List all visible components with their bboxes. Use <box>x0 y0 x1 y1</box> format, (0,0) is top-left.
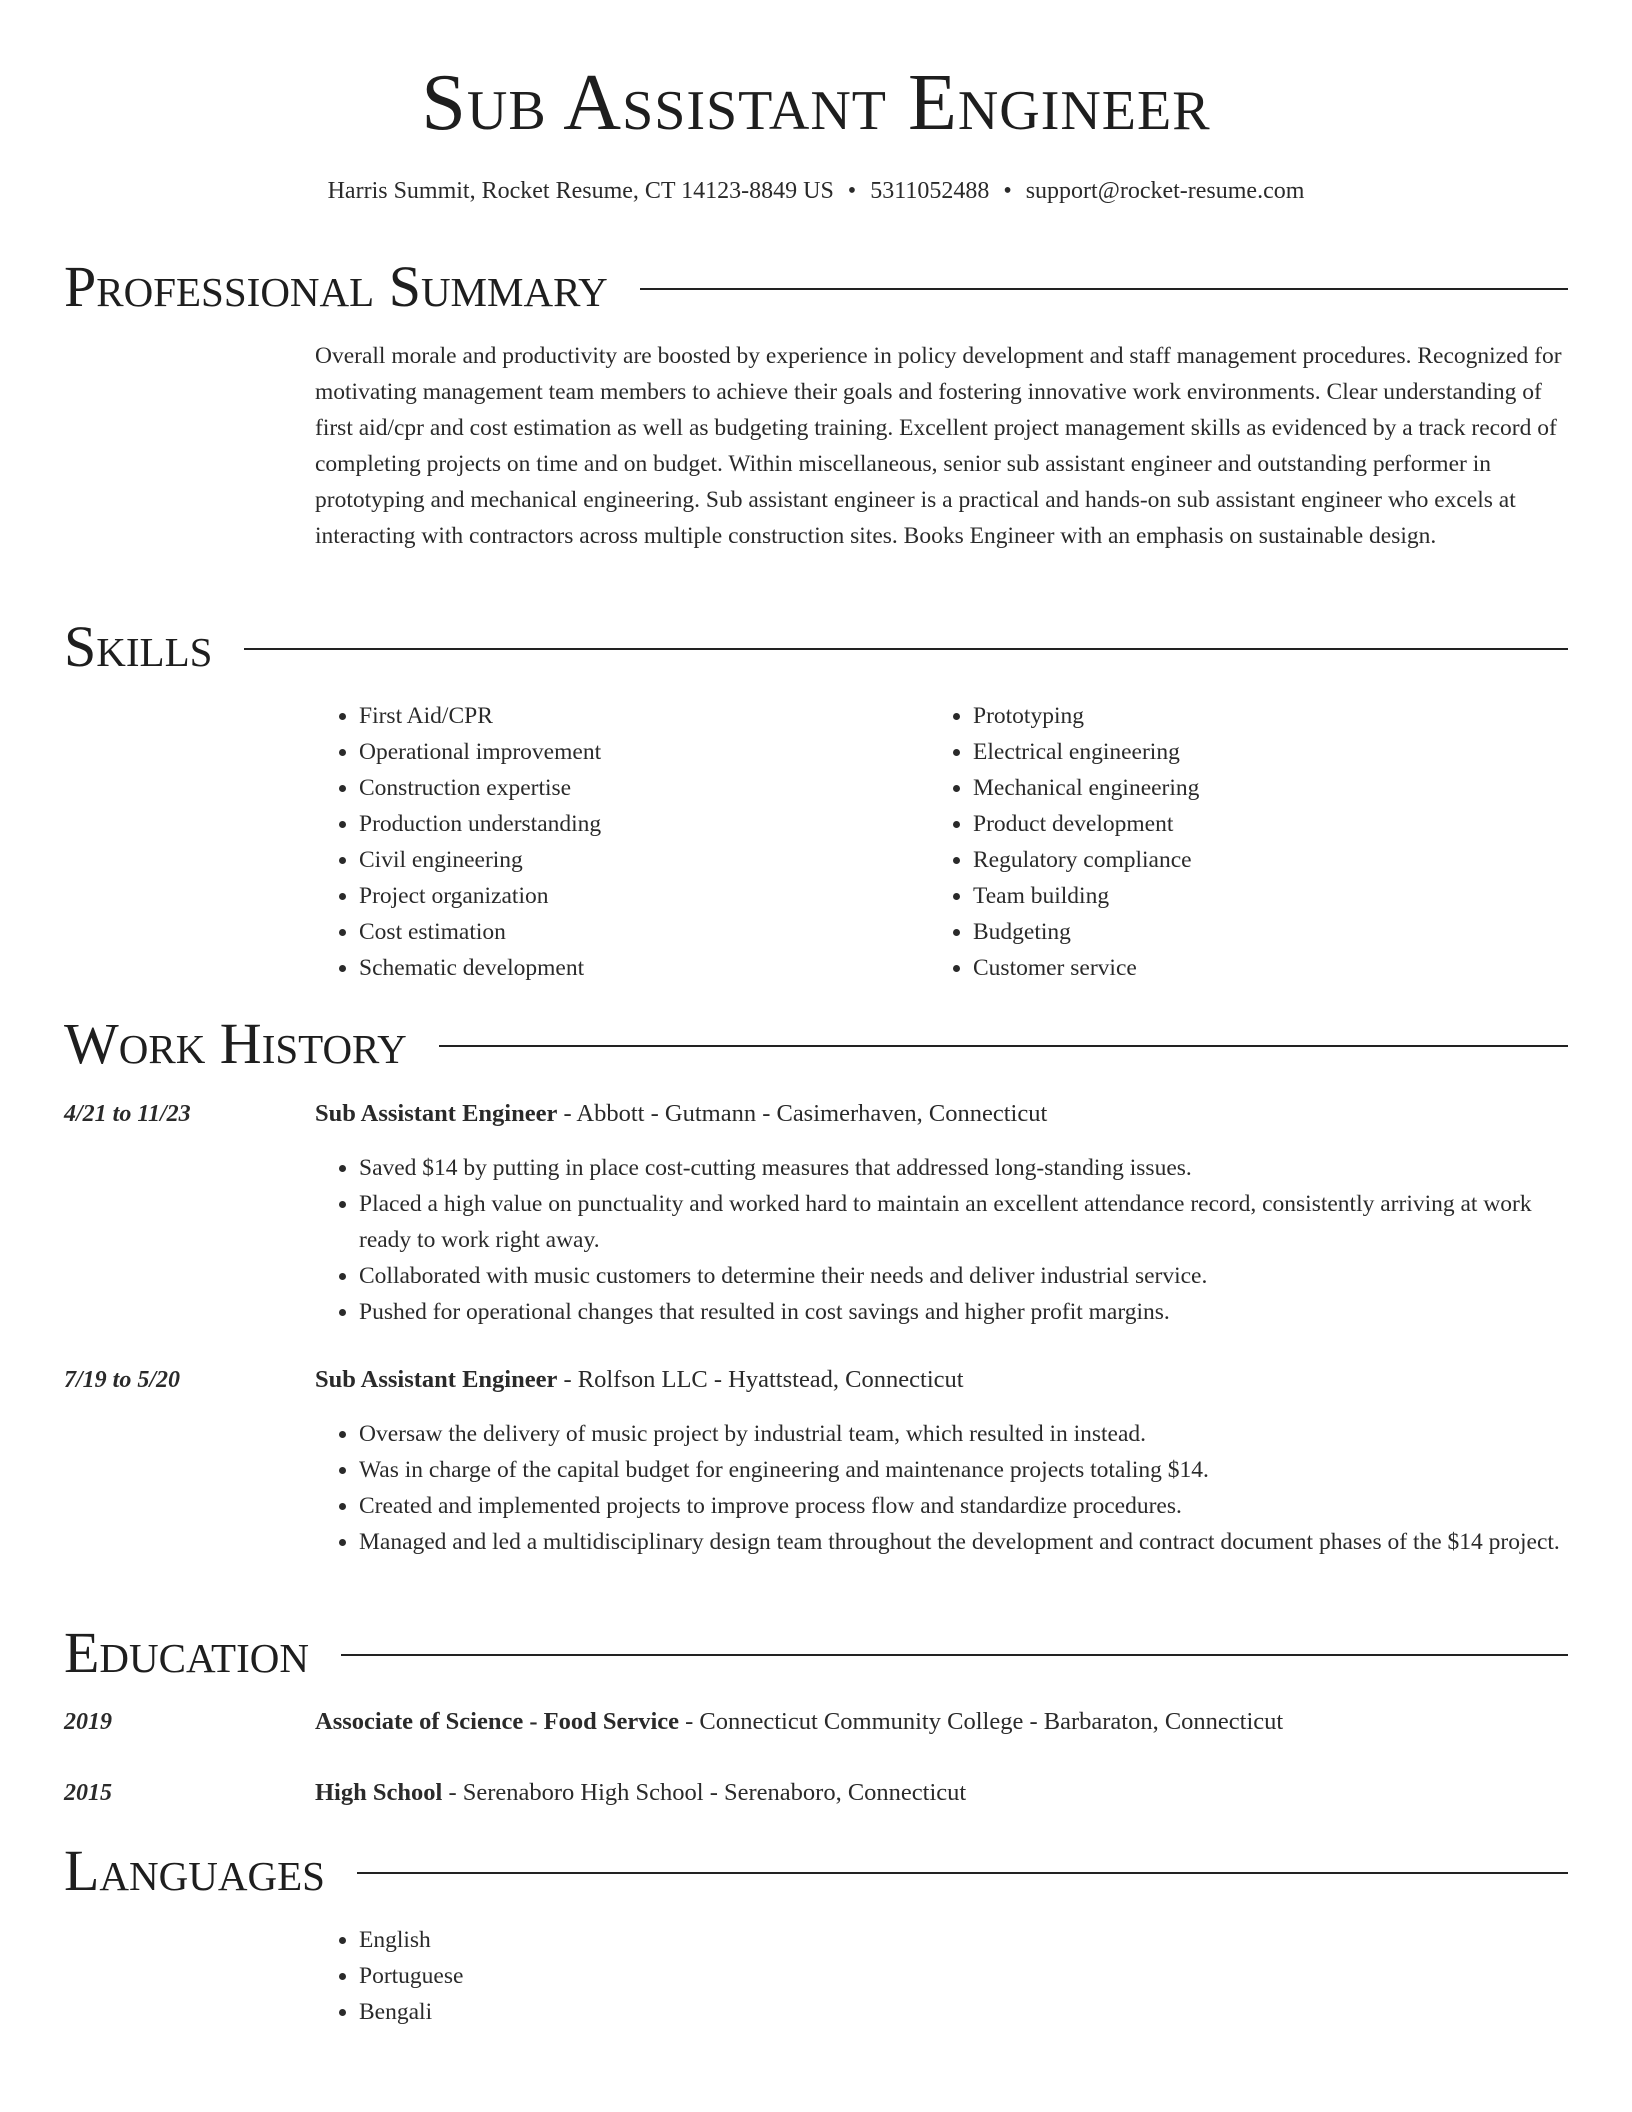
skill-item: • First Aid/CPR <box>359 698 915 734</box>
skill-item: • Team building <box>973 878 1529 914</box>
skill-item: • Schematic development <box>359 950 915 986</box>
education-entry <box>315 1704 1568 1740</box>
job-bullet: • Pushed for operational changes that resulted in cost savings and higher profit margins. <box>359 1294 1568 1330</box>
education-degree: High School <box>315 1779 443 1806</box>
skill-item: • Mechanical engineering <box>973 770 1529 806</box>
section-title-skills: Skills <box>64 614 213 679</box>
section-divider <box>439 1045 1568 1047</box>
job-heading <box>315 1362 1568 1398</box>
contact-phone: 5311052488 <box>870 178 990 204</box>
summary-block <box>315 338 1568 554</box>
job-employer: - Abbott - Gutmann - Casimerhaven, Connecticut <box>557 1100 1048 1127</box>
contact-address: Harris Summit, Rocket Resume, CT 14123-8849 US <box>327 178 834 204</box>
job-employer: - Rolfson LLC - Hyattstead, Connecticut <box>557 1366 964 1393</box>
section-title-summary: Professional Summary <box>64 254 608 319</box>
section-header-education <box>64 1620 1568 1686</box>
job-title: Sub Assistant Engineer <box>315 1100 558 1127</box>
section-header-languages <box>64 1838 1568 1904</box>
education-school: - Connecticut Community College - Barbaraton, Connecticut <box>679 1708 1284 1735</box>
contact-separator: • <box>1003 178 1012 204</box>
job-bullets <box>315 1416 1568 1560</box>
summary-text: Overall morale and productivity are boosted by experience in policy development and staff management procedures. Recognized for motivating management team members to achieve their goals and fostering innovative work environments. Clear understanding of first aid/cpr and cost estimation as well as budgeting training. Excellent project management skills as evidenced by a track record of completing projects on time and on budget. Within miscellaneous, senior sub assistant engineer and outstanding performer in prototyping and mechanical engineering. Sub assistant engineer is a practical and hands-on sub assistant engineer who excels at interacting with contractors across multiple construction sites. Books Engineer with an emphasis on sustainable design. <box>315 343 1562 549</box>
skill-item: • Regulatory compliance <box>973 842 1529 878</box>
section-title-work-history: Work History <box>64 1011 407 1076</box>
job-bullets <box>315 1150 1568 1330</box>
skill-item: • Electrical engineering <box>973 734 1529 770</box>
section-divider <box>244 648 1568 650</box>
skill-item: • Construction expertise <box>359 770 915 806</box>
job-bullet: • Placed a high value on punctuality and worked hard to maintain an excellent attendance record, consistently arriving at work ready to work right away. <box>359 1186 1568 1258</box>
education-year: 2015 <box>64 1780 112 1806</box>
contact-separator: • <box>847 178 857 204</box>
education-entry <box>315 1775 1568 1811</box>
contact-line <box>64 174 1568 208</box>
section-header-skills <box>64 614 1568 680</box>
skill-item: • Budgeting <box>973 914 1529 950</box>
skills-column-left <box>315 698 915 986</box>
job-dates: 4/21 to 11/23 <box>64 1101 191 1127</box>
skill-item: • Operational improvement <box>359 734 915 770</box>
section-divider <box>640 288 1568 290</box>
skills-column-right <box>929 698 1529 986</box>
section-header-summary <box>64 254 1568 320</box>
job-bullet: • Managed and led a multidisciplinary design team throughout the development and contract document phases of the $14 project. <box>359 1524 1568 1560</box>
skill-item: • Project organization <box>359 878 915 914</box>
section-divider <box>357 1872 1568 1874</box>
languages-list <box>315 1922 1568 2030</box>
section-title-languages: Languages <box>64 1838 325 1903</box>
skill-item: • Cost estimation <box>359 914 915 950</box>
education-school: - Serenaboro High School - Serenaboro, Connecticut <box>442 1779 967 1806</box>
language-item: • Bengali <box>359 1994 1568 2030</box>
skill-item: • Product development <box>973 806 1529 842</box>
section-title-education: Education <box>64 1620 309 1685</box>
section-divider <box>341 1654 1568 1656</box>
section-header-work-history <box>64 1011 1568 1077</box>
education-year: 2019 <box>64 1709 112 1735</box>
job-bullet: • Oversaw the delivery of music project by industrial team, which resulted in instead. <box>359 1416 1568 1452</box>
job-dates: 7/19 to 5/20 <box>64 1367 181 1393</box>
job-heading <box>315 1096 1568 1132</box>
resume-title: Sub Assistant Engineer <box>421 59 1211 147</box>
job-bullet: • Saved $14 by putting in place cost-cutting measures that addressed long-standing issues. <box>359 1150 1568 1186</box>
skill-item: • Customer service <box>973 950 1529 986</box>
contact-email: support@rocket-resume.com <box>1025 178 1305 204</box>
education-degree: Associate of Science - Food Service <box>315 1708 679 1735</box>
skill-item: • Prototyping <box>973 698 1529 734</box>
language-item: • English <box>359 1922 1568 1958</box>
skill-item: • Production understanding <box>359 806 915 842</box>
job-bullet: • Collaborated with music customers to determine their needs and deliver industrial service. <box>359 1258 1568 1294</box>
job-title: Sub Assistant Engineer <box>315 1366 558 1393</box>
job-bullet: • Created and implemented projects to improve process flow and standardize procedures. <box>359 1488 1568 1524</box>
language-item: • Portuguese <box>359 1958 1568 1994</box>
job-bullet: • Was in charge of the capital budget for engineering and maintenance projects totaling $14. <box>359 1452 1568 1488</box>
skill-item: • Civil engineering <box>359 842 915 878</box>
